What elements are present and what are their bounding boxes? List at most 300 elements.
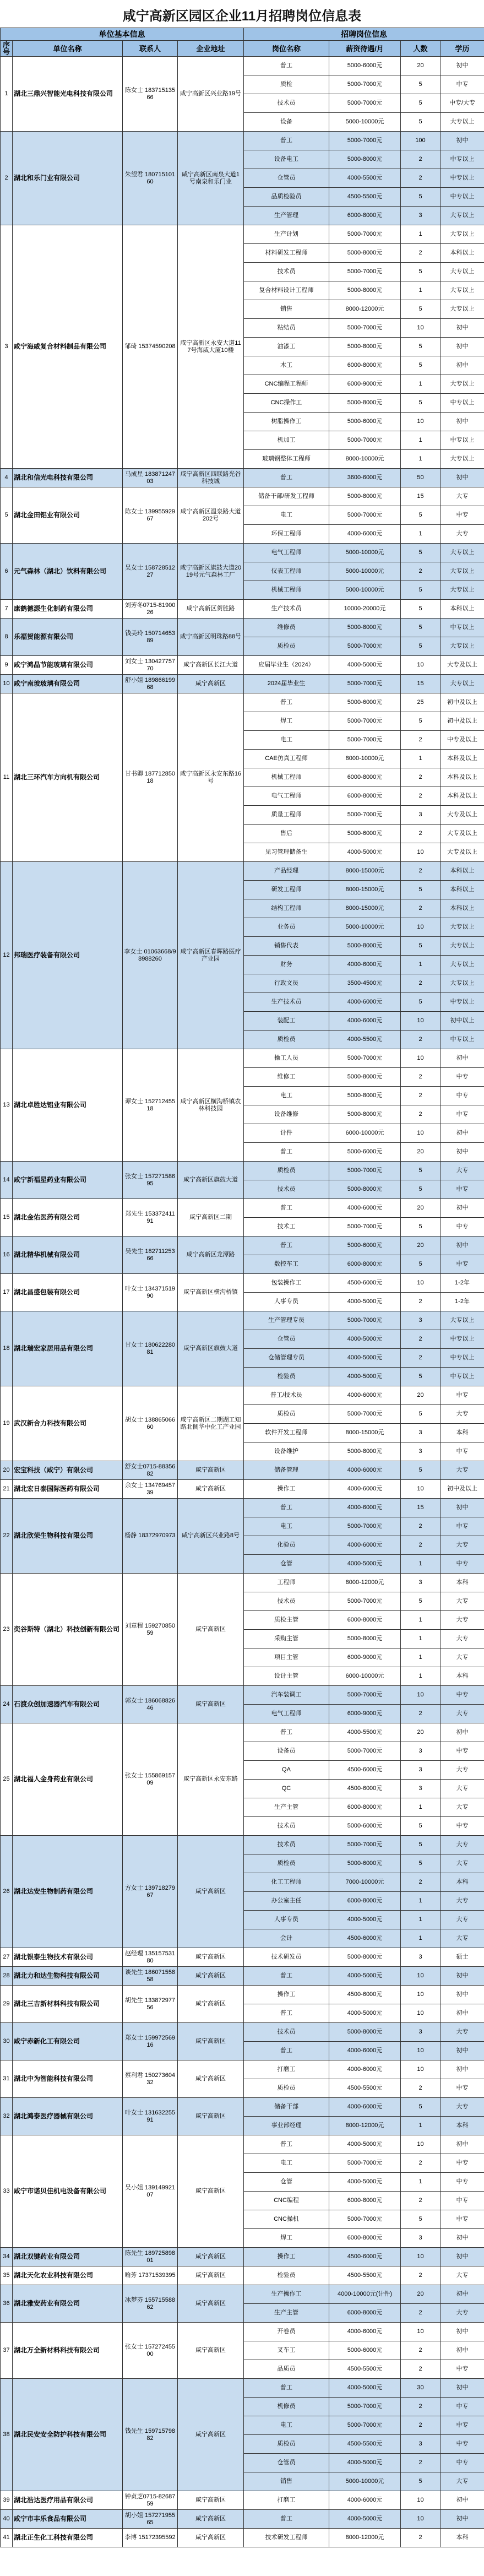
job-title: 质检员 xyxy=(244,2435,329,2454)
job-education: 中专 xyxy=(441,1442,484,1461)
company-address: 咸宁高新区 xyxy=(178,2060,244,2098)
job-salary: 3600-6000元 xyxy=(329,469,401,487)
table-row xyxy=(1,1461,484,1480)
job-title: 普工 xyxy=(244,1723,329,1742)
table-row xyxy=(1,1237,484,1255)
job-salary: 4500-5500元 xyxy=(329,2435,401,2454)
job-salary: 4000-5000元 xyxy=(329,843,401,862)
job-education: 中专 xyxy=(441,2192,484,2210)
job-title: 储备管理 xyxy=(244,1461,329,1480)
column-header-salary: 薪资待遇/月 xyxy=(329,41,401,57)
row-number: 35 xyxy=(1,2266,13,2285)
job-title: 人事专员 xyxy=(244,1293,329,1311)
row-number: 14 xyxy=(1,1162,13,1199)
job-salary: 5000-7000元 xyxy=(329,637,401,656)
job-education: 本科以上 xyxy=(441,899,484,918)
job-salary: 5000-8000元 xyxy=(329,1087,401,1105)
job-education: 本科及以上 xyxy=(441,787,484,806)
job-title: 开卷员 xyxy=(244,2323,329,2341)
job-headcount: 2 xyxy=(401,2360,441,2379)
job-title: 化验员 xyxy=(244,1536,329,1555)
job-education: 大专 xyxy=(441,1630,484,1648)
job-title: 研发工程师 xyxy=(244,881,329,899)
row-number: 2 xyxy=(1,132,13,225)
company-address: 咸宁高新区 xyxy=(178,1461,244,1480)
job-headcount: 10 xyxy=(401,1686,441,1705)
row-number: 13 xyxy=(1,1049,13,1162)
contact-person: 吴先生 18271125366 xyxy=(123,1237,178,1274)
job-headcount: 1 xyxy=(401,1630,441,1648)
job-title: 仓管 xyxy=(244,2173,329,2192)
job-headcount: 3 xyxy=(401,2023,441,2042)
job-education: 初中 xyxy=(441,2229,484,2248)
job-headcount: 2 xyxy=(401,1330,441,1349)
contact-person: 胡小姐 15727195565 xyxy=(123,2510,178,2529)
job-headcount: 5 xyxy=(401,619,441,637)
job-salary: 5000-8000元 xyxy=(329,150,401,169)
job-headcount: 10 xyxy=(401,656,441,675)
job-education: 初中及以上 xyxy=(441,712,484,731)
company-name: 湖北中为智能科技有限公司 xyxy=(13,2060,123,2098)
job-education: 大专以上 xyxy=(441,581,484,600)
contact-person: 郑先生 15337241191 xyxy=(123,1199,178,1237)
job-salary: 5000-7000元 xyxy=(329,1836,401,1854)
job-headcount: 3 xyxy=(401,1311,441,1330)
job-title: 电气工程师 xyxy=(244,544,329,562)
job-education: 中专 xyxy=(441,1087,484,1105)
job-title: 质检员 xyxy=(244,1405,329,1424)
job-title: 生产主管 xyxy=(244,1798,329,1817)
job-title: 结构工程师 xyxy=(244,899,329,918)
contact-person: 钱先生 15971579882 xyxy=(123,2379,178,2491)
company-name: 湖北精华机械有限公司 xyxy=(13,1237,123,1274)
job-headcount: 10 xyxy=(401,2491,441,2510)
table-row xyxy=(1,656,484,675)
company-name: 湖北和乐门业有限公司 xyxy=(13,132,123,225)
job-title: 仓储管理专员 xyxy=(244,1349,329,1368)
job-education: 中专 xyxy=(441,1255,484,1274)
job-salary: 5000-6000元 xyxy=(329,1817,401,1836)
company-name: 湖北金田铝业有限公司 xyxy=(13,487,123,544)
row-number: 38 xyxy=(1,2379,13,2491)
contact-person: 李博 15172395592 xyxy=(123,2529,178,2547)
job-headcount: 2 xyxy=(401,1031,441,1049)
column-header-address: 企业地址 xyxy=(178,41,244,57)
job-headcount: 2 xyxy=(401,169,441,188)
job-title: 普工 xyxy=(244,1499,329,1517)
company-name: 湖北正生化工科技有限公司 xyxy=(13,2529,123,2547)
job-salary: 4000-5000元 xyxy=(329,2173,401,2192)
job-title: 技术员 xyxy=(244,263,329,281)
job-salary: 5000-7000元 xyxy=(329,2210,401,2229)
job-headcount: 1 xyxy=(401,225,441,244)
company-address: 咸宁高新区南泉大道1号南泉和乐门业 xyxy=(178,132,244,225)
table-row xyxy=(1,1199,484,1218)
job-salary: 5000-7000元 xyxy=(329,712,401,731)
job-title: 技术员 xyxy=(244,1180,329,1199)
company-address: 咸宁高新区 xyxy=(178,1967,244,1986)
table-row xyxy=(1,1986,484,2004)
contact-person: 杨静 18372970973 xyxy=(123,1499,178,1574)
job-headcount: 2 xyxy=(401,2398,441,2416)
job-salary: 6000-9000元 xyxy=(329,375,401,394)
job-education: 初中 xyxy=(441,1143,484,1162)
company-address: 咸宁高新区温泉路大道202号 xyxy=(178,487,244,544)
job-headcount: 2 xyxy=(401,1293,441,1311)
job-title: 机加工 xyxy=(244,431,329,450)
contact-person: 刘芳冬0715-8190026 xyxy=(123,600,178,619)
job-headcount: 3 xyxy=(401,1742,441,1761)
contact-person: 谈先生 18607155858 xyxy=(123,1967,178,1986)
job-title: 环保工程师 xyxy=(244,525,329,544)
job-education: 大专 xyxy=(441,1648,484,1667)
job-title: 粘结员 xyxy=(244,319,329,338)
job-salary: 5000-7000元 xyxy=(329,319,401,338)
job-title: 储备干部 xyxy=(244,2098,329,2117)
job-education: 本科及以上 xyxy=(441,768,484,787)
table-row xyxy=(1,2285,484,2304)
company-name: 奕谷斯特（湖北）科技创新有限公司 xyxy=(13,1574,123,1686)
job-title: 电工 xyxy=(244,506,329,525)
job-salary: 6000-10000元 xyxy=(329,1124,401,1143)
job-title: 包装操作工 xyxy=(244,1274,329,1293)
job-headcount: 1 xyxy=(401,1798,441,1817)
job-title: 普工/技术员 xyxy=(244,1386,329,1405)
job-salary: 8000-12000元 xyxy=(329,300,401,319)
job-title: CNC编程工程师 xyxy=(244,375,329,394)
company-address: 咸宁高新区长江大道 xyxy=(178,656,244,675)
job-salary: 4000-5000元 xyxy=(329,1368,401,1386)
company-name: 湖北民安安全防护科技有限公司 xyxy=(13,2379,123,2491)
table-row xyxy=(1,57,484,75)
table-row xyxy=(1,2248,484,2266)
job-headcount: 10 xyxy=(401,843,441,862)
table-row xyxy=(1,1967,484,1986)
job-education: 大专 xyxy=(441,1536,484,1555)
job-education: 大专以上 xyxy=(441,281,484,300)
row-number: 39 xyxy=(1,2491,13,2510)
contact-person: 喻芳 17371539395 xyxy=(123,2266,178,2285)
job-title: 打磨工 xyxy=(244,2060,329,2079)
column-header-row xyxy=(1,41,484,57)
company-address: 咸宁高新区 xyxy=(178,1948,244,1967)
job-title: 机械工程师 xyxy=(244,581,329,600)
job-salary: 4000-5000元 xyxy=(329,2004,401,2023)
job-headcount: 5 xyxy=(401,637,441,656)
job-headcount: 5 xyxy=(401,2472,441,2491)
job-salary: 5000-7000元 xyxy=(329,806,401,825)
job-headcount: 5 xyxy=(401,75,441,94)
job-education: 本科 xyxy=(441,1667,484,1686)
job-title: 工程师 xyxy=(244,1574,329,1592)
contact-person: 郭女士 18606882646 xyxy=(123,1686,178,1723)
job-headcount: 10 xyxy=(401,2510,441,2529)
job-headcount: 15 xyxy=(401,1499,441,1517)
company-name: 元气森林（湖北）饮料有限公司 xyxy=(13,544,123,600)
job-education: 大专 xyxy=(441,1780,484,1798)
job-salary: 4000-6000元 xyxy=(329,2323,401,2341)
company-name: 咸宁南玻玻璃有限公司 xyxy=(13,675,123,693)
table-row xyxy=(1,225,484,244)
job-headcount: 1 xyxy=(401,1667,441,1686)
company-name: 湖北天化农业科技有限公司 xyxy=(13,2266,123,2285)
job-headcount: 1 xyxy=(401,375,441,394)
job-salary: 6000-9000元 xyxy=(329,1648,401,1667)
job-title: 销售 xyxy=(244,2472,329,2491)
job-headcount: 5 xyxy=(401,94,441,113)
job-education: 大专以上 xyxy=(441,675,484,693)
contact-person: 张女士 15586915709 xyxy=(123,1723,178,1836)
page-title: 咸宁高新区园区企业11月招聘岗位信息表 xyxy=(122,9,362,24)
job-education: 初中 xyxy=(441,1723,484,1742)
job-education: 中专 xyxy=(441,1555,484,1574)
company-name: 湖北三环汽车方向机有限公司 xyxy=(13,693,123,862)
table-row xyxy=(1,2098,484,2117)
table-row xyxy=(1,1274,484,1293)
recruitment-table xyxy=(0,28,484,2547)
company-address: 咸宁高新区永安大道117号海威大厦10楼 xyxy=(178,225,244,469)
job-title: 检验员 xyxy=(244,1368,329,1386)
company-address: 咸宁高新区贺胜路 xyxy=(178,600,244,619)
job-education: 大专以上 xyxy=(441,1311,484,1330)
job-title: 木工 xyxy=(244,356,329,375)
job-education: 大专 xyxy=(441,1892,484,1911)
job-salary: 5000-8000元 xyxy=(329,1948,401,1967)
company-address: 咸宁高新区春晖路医疗产业园 xyxy=(178,862,244,1049)
job-headcount: 2 xyxy=(401,1068,441,1087)
job-education: 大专 xyxy=(441,2266,484,2285)
job-title: 设计主管 xyxy=(244,1667,329,1686)
job-headcount: 1 xyxy=(401,750,441,768)
job-headcount: 1 xyxy=(401,1648,441,1667)
row-number: 19 xyxy=(1,1386,13,1461)
job-title: 事业部经理 xyxy=(244,2117,329,2135)
job-education: 初中 xyxy=(441,2042,484,2060)
job-title: 设备 xyxy=(244,113,329,132)
company-name: 湖北万全新材料科技有限公司 xyxy=(13,2323,123,2379)
job-education: 中专以上 xyxy=(441,619,484,637)
job-salary: 8000-10000元 xyxy=(329,750,401,768)
job-title: 设备维修 xyxy=(244,1105,329,1124)
job-headcount: 3 xyxy=(401,1948,441,1967)
job-salary: 5000-10000元 xyxy=(329,544,401,562)
job-education: 大专及以上 xyxy=(441,806,484,825)
job-salary: 4000-6000元 xyxy=(329,2098,401,2117)
job-salary: 4000-5500元 xyxy=(329,169,401,188)
job-headcount: 2 xyxy=(401,2266,441,2285)
row-number: 30 xyxy=(1,2023,13,2060)
job-salary: 5000-10000元 xyxy=(329,562,401,581)
company-address: 咸宁高新区明珠路88号 xyxy=(178,619,244,656)
job-education: 大专 xyxy=(441,487,484,506)
table-row xyxy=(1,1686,484,1705)
job-headcount: 15 xyxy=(401,487,441,506)
job-education: 中专/大专 xyxy=(441,94,484,113)
job-education: 中专以上 xyxy=(441,188,484,207)
job-title: 普工 xyxy=(244,57,329,75)
row-number: 22 xyxy=(1,1499,13,1574)
company-address: 咸宁高新区 xyxy=(178,2491,244,2510)
job-salary: 5000-8000元 xyxy=(329,244,401,263)
company-address: 咸宁高新区 xyxy=(178,2248,244,2266)
row-number: 12 xyxy=(1,862,13,1049)
job-headcount: 1 xyxy=(401,431,441,450)
company-address: 咸宁高新区旗鼓大道 xyxy=(178,1162,244,1199)
company-name: 湖北瑞宏家居用品有限公司 xyxy=(13,1311,123,1386)
job-education: 初中 xyxy=(441,1237,484,1255)
job-education: 大专 xyxy=(441,1162,484,1180)
job-salary: 8000-15000元 xyxy=(329,881,401,899)
job-title: 技术工 xyxy=(244,1218,329,1237)
job-education: 大专 xyxy=(441,1761,484,1780)
job-education: 初中 xyxy=(441,413,484,431)
job-headcount: 1 xyxy=(401,1555,441,1574)
contact-person: 李女士 01063668/98988260 xyxy=(123,862,178,1049)
job-salary: 8000-12000元 xyxy=(329,1574,401,1592)
table-row xyxy=(1,1948,484,1967)
job-title: 仪表工程师 xyxy=(244,562,329,581)
company-name: 湖北银泰生物技术有限公司 xyxy=(13,1948,123,1967)
job-salary: 5000-8000元 xyxy=(329,2023,401,2042)
job-salary: 4500-6000元 xyxy=(329,1780,401,1798)
table-row xyxy=(1,1574,484,1592)
job-headcount: 5 xyxy=(401,1368,441,1386)
job-salary: 4500-6000元 xyxy=(329,1274,401,1293)
job-salary: 4000-5000元 xyxy=(329,1349,401,1368)
job-education: 初中 xyxy=(441,469,484,487)
job-title: 普工 xyxy=(244,1199,329,1218)
job-title: 生产操作工 xyxy=(244,2285,329,2304)
job-title: 质检员 xyxy=(244,1854,329,1873)
row-number: 29 xyxy=(1,1986,13,2023)
job-salary: 5000-6000元 xyxy=(329,57,401,75)
column-header-education: 学历 xyxy=(441,41,484,57)
job-education: 大专以上 xyxy=(441,544,484,562)
job-salary: 4500-6000元 xyxy=(329,1761,401,1780)
job-headcount: 2 xyxy=(401,974,441,993)
job-salary: 4000-5000元 xyxy=(329,2379,401,2398)
job-title: 电气工程师 xyxy=(244,1705,329,1723)
job-headcount: 2 xyxy=(401,2529,441,2547)
contact-person: 刘女士 13042775770 xyxy=(123,656,178,675)
job-salary: 4000-5500元 xyxy=(329,1723,401,1742)
job-headcount: 2 xyxy=(401,1517,441,1536)
job-salary: 4000-5000元 xyxy=(329,656,401,675)
job-title: 技术员 xyxy=(244,94,329,113)
table-row xyxy=(1,1723,484,1742)
job-salary: 4500-5500元 xyxy=(329,188,401,207)
job-education: 初中 xyxy=(441,319,484,338)
job-salary: 5000-7000元 xyxy=(329,1592,401,1611)
job-salary: 5000-7000元 xyxy=(329,1311,401,1330)
job-education: 大专以上 xyxy=(441,207,484,225)
job-salary: 4000-10000元(计件) xyxy=(329,2285,401,2304)
job-salary: 4000-6000元 xyxy=(329,1480,401,1499)
job-headcount: 1 xyxy=(401,1929,441,1948)
table-row xyxy=(1,2023,484,2042)
job-title: 生产技术员 xyxy=(244,600,329,619)
company-address: 咸宁高新区 xyxy=(178,2379,244,2491)
row-number: 37 xyxy=(1,2323,13,2379)
job-headcount: 5 xyxy=(401,188,441,207)
job-title: CNC编程 xyxy=(244,2192,329,2210)
job-salary: 6000-8000元 xyxy=(329,1798,401,1817)
job-salary: 4500-6000元 xyxy=(329,1986,401,2004)
job-education: 大专 xyxy=(441,2304,484,2323)
job-title: 电工 xyxy=(244,1517,329,1536)
company-address: 咸宁高新区 xyxy=(178,2135,244,2248)
job-headcount: 10 xyxy=(401,2248,441,2266)
table-row xyxy=(1,1480,484,1499)
job-education: 初中 xyxy=(441,2491,484,2510)
job-salary: 5000-7000元 xyxy=(329,1686,401,1705)
job-salary: 8000-10000元 xyxy=(329,450,401,469)
job-education: 中专 xyxy=(441,2360,484,2379)
contact-person: 钟贞芝0715-8268759 xyxy=(123,2491,178,2510)
job-salary: 5000-6000元 xyxy=(329,1237,401,1255)
job-headcount: 5 xyxy=(401,1592,441,1611)
job-salary: 5000-7000元 xyxy=(329,94,401,113)
job-headcount: 5 xyxy=(401,993,441,1012)
job-headcount: 10 xyxy=(401,1480,441,1499)
job-title: 普工 xyxy=(244,693,329,712)
job-title: 电工 xyxy=(244,2154,329,2173)
job-title: 机修员 xyxy=(244,2398,329,2416)
job-headcount: 5 xyxy=(401,581,441,600)
job-salary: 4500-5500元 xyxy=(329,2079,401,2098)
group-header-job-info: 招聘岗位信息 xyxy=(244,28,484,41)
job-title: 材料研发工程师 xyxy=(244,244,329,263)
job-education: 大专及以上 xyxy=(441,825,484,843)
job-education: 大专 xyxy=(441,2472,484,2491)
job-title: 采购主管 xyxy=(244,1630,329,1648)
job-salary: 5000-6000元 xyxy=(329,693,401,712)
contact-person: 邹琦 15374590208 xyxy=(123,225,178,469)
job-salary: 5000-7000元 xyxy=(329,731,401,750)
contact-person: 郑女士 15997256916 xyxy=(123,2023,178,2060)
company-name: 湖北雅安药业有限公司 xyxy=(13,2285,123,2323)
job-headcount: 2 xyxy=(401,2416,441,2435)
company-name: 湖北和信光电科技有限公司 xyxy=(13,469,123,487)
job-headcount: 1 xyxy=(401,450,441,469)
job-salary: 10000-20000元 xyxy=(329,600,401,619)
job-title: QC xyxy=(244,1780,329,1798)
contact-person: 胡女士 13886506660 xyxy=(123,1386,178,1461)
job-education: 初中 xyxy=(441,132,484,150)
job-headcount: 2 xyxy=(401,2192,441,2210)
job-headcount: 3 xyxy=(401,1761,441,1780)
job-headcount: 5 xyxy=(401,2098,441,2117)
job-salary: 8000-15000元 xyxy=(329,1424,401,1442)
job-salary: 4000-6000元 xyxy=(329,1012,401,1031)
job-education: 大专以上 xyxy=(441,375,484,394)
job-title: 化工工程师 xyxy=(244,1873,329,1892)
company-name: 湖北金佑医药有限公司 xyxy=(13,1199,123,1237)
table-row xyxy=(1,693,484,712)
company-name: 武汉新合力科技有限公司 xyxy=(13,1386,123,1461)
job-title: 仓管员 xyxy=(244,2454,329,2472)
job-headcount: 10 xyxy=(401,1049,441,1068)
job-headcount: 2 xyxy=(401,825,441,843)
job-salary: 4000-5000元 xyxy=(329,1330,401,1349)
job-salary: 5000-7000元 xyxy=(329,1218,401,1237)
job-salary: 6000-8000元 xyxy=(329,1255,401,1274)
company-name: 湖北达安生物制药有限公司 xyxy=(13,1836,123,1948)
row-number: 4 xyxy=(1,469,13,487)
job-headcount: 2 xyxy=(401,1349,441,1368)
job-salary: 5000-8000元 xyxy=(329,1105,401,1124)
job-title: 油漆工 xyxy=(244,338,329,356)
